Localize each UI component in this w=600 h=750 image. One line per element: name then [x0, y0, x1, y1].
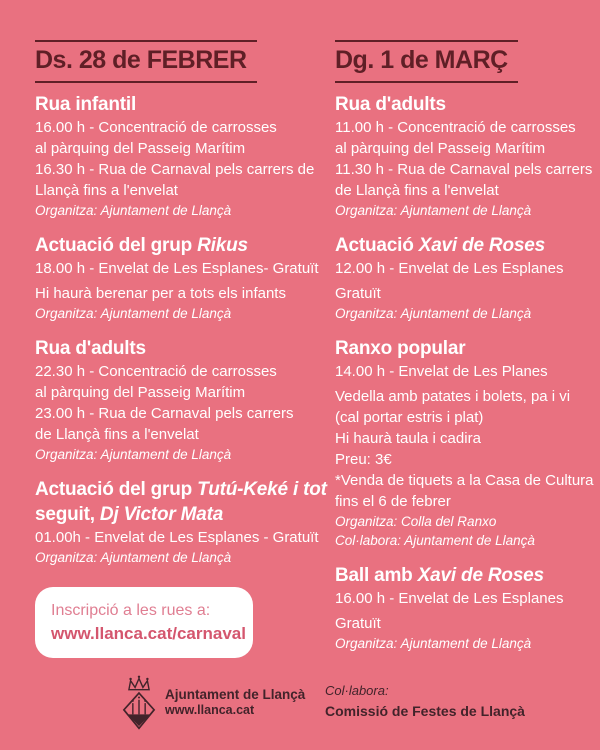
event-detail-line: (cal portar estris i plat) [335, 409, 484, 426]
event-organizer-line: Organitza: Ajuntament de Llançà [35, 550, 232, 565]
event-item [35, 477, 327, 567]
event-item [335, 92, 593, 220]
event-detail-line: al pàrquing del Passeig Marítim [35, 140, 246, 157]
event-detail-line: Gratuït [335, 615, 381, 632]
event-organizer-line: Organitza: Ajuntament de Llançà [335, 203, 532, 218]
event-detail-line: 16.30 h - Rua de Carnaval pels carrers de [35, 161, 315, 178]
event-detail-line: Hi haurà taula i cadira [335, 430, 481, 447]
inscription-url-link[interactable]: www.llanca.cat/carnaval [51, 624, 246, 643]
event-title: Rua d'adults [35, 338, 146, 359]
event-organizer-line: Organitza: Colla del Ranxo [335, 514, 497, 529]
event-detail-line: fins el 6 de febrer [335, 493, 451, 510]
date-header-feb-28: Ds. 28 de FEBRER [35, 40, 257, 83]
column-feb-28 [35, 40, 327, 658]
event-item [35, 92, 315, 220]
event-organizer-line: Organitza: Ajuntament de Llançà [35, 447, 232, 462]
event-detail-line: 14.00 h - Envelat de Les Planes [335, 363, 548, 380]
inscription-box[interactable] [35, 587, 253, 658]
event-title: Rua infantil [35, 94, 137, 115]
event-detail-line: 11.00 h - Concentració de carrosses [335, 119, 576, 136]
event-title: seguit, Dj Victor Mata [35, 504, 224, 525]
event-detail-line: 23.00 h - Rua de Carnaval pels carrers [35, 405, 294, 422]
event-detail-line: 22.30 h - Concentració de carrosses [35, 363, 277, 380]
event-item [335, 233, 587, 323]
event-detail-line: 16.00 h - Concentració de carrosses [35, 119, 277, 136]
event-detail-line: Preu: 3€ [335, 451, 392, 468]
event-detail-line: 12.00 h - Envelat de Les Esplanes [335, 260, 564, 277]
event-title: Actuació del grup Rikus [35, 235, 248, 256]
footer-org-url: www.llanca.cat [165, 703, 255, 717]
inscription-label: Inscripció a les rues a: [51, 602, 211, 619]
event-organizer-line: Col·labora: Ajuntament de Llançà [335, 533, 535, 548]
event-detail-line: de Llançà fins a l'envelat [35, 426, 199, 443]
column-mar-1 [335, 40, 594, 653]
footer [0, 668, 600, 750]
footer-collaborator [325, 682, 525, 721]
event-detail-line: 18.00 h - Envelat de Les Esplanes- Gratuït [35, 260, 319, 277]
event-organizer-line: Organitza: Ajuntament de Llançà [35, 203, 232, 218]
event-organizer-line: Organitza: Ajuntament de Llançà [335, 636, 532, 651]
event-detail-line: Hi haurà berenar per a tots els infants [35, 285, 286, 302]
event-organizer-line: Organitza: Ajuntament de Llançà [35, 306, 232, 321]
event-title: Ball amb Xavi de Roses [335, 565, 544, 586]
events-list-feb-28 [35, 92, 327, 567]
event-detail-line: *Venda de tiquets a la Casa de Cultura [335, 472, 594, 489]
ajuntament-coat-of-arms-icon [122, 674, 156, 730]
event-detail-line: Gratuït [335, 285, 381, 302]
event-item [335, 336, 594, 550]
event-detail-line: al pàrquing del Passeig Marítim [335, 140, 546, 157]
event-item [35, 336, 301, 464]
footer-ajuntament [122, 674, 305, 730]
event-detail-line: Vedella amb patates i bolets, pa i vi [335, 388, 571, 405]
event-detail-line: 11.30 h - Rua de Carnaval pels carrers [335, 161, 593, 178]
collab-label: Col·labora: [325, 683, 389, 698]
event-item [35, 233, 319, 323]
events-list-mar-1 [335, 92, 594, 653]
event-title: Ranxo popular [335, 338, 466, 359]
event-detail-line: al pàrquing del Passeig Marítim [35, 384, 246, 401]
event-detail-line: 16.00 h - Envelat de Les Esplanes [335, 590, 564, 607]
event-title: Rua d'adults [335, 94, 446, 115]
event-detail-line: 01.00h - Envelat de Les Esplanes - Gratuït [35, 529, 319, 546]
footer-org-name: Ajuntament de Llançà [165, 687, 306, 702]
event-item [335, 563, 587, 653]
date-header-mar-1: Dg. 1 de MARÇ [335, 40, 518, 83]
event-detail-line: Llançà fins a l'envelat [35, 182, 178, 199]
event-title: Actuació del grup Tutú-Keké i tot [35, 479, 327, 500]
collab-name: Comissió de Festes de Llançà [325, 703, 525, 719]
event-organizer-line: Organitza: Ajuntament de Llançà [335, 306, 532, 321]
event-detail-line: de Llançà fins a l'envelat [335, 182, 499, 199]
event-title: Actuació Xavi de Roses [335, 235, 545, 256]
